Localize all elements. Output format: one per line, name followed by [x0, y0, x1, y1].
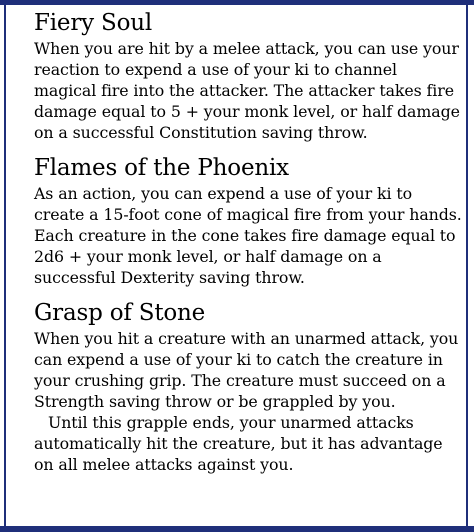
feature-grasp-of-stone — [34, 298, 464, 475]
bottom-border-bar — [0, 526, 474, 532]
feature-fiery-soul — [34, 8, 464, 143]
left-border-rule — [4, 5, 6, 526]
feature-list — [34, 8, 464, 475]
top-border-bar — [0, 0, 474, 5]
feature-description: When you are hit by a melee attack, you can use your reaction to expend a use of your ki to channel magical fire into the attacker. The attacker takes fire damage equal to 5 + your monk level, or half damage on a successful Constitution saving throw. — [34, 39, 460, 142]
feature-description-continued: Until this grapple ends, your unarmed attacks automatically hit the creature, but it has advantage on all melee attacks against you. — [34, 413, 443, 474]
feature-flames-of-the-phoenix — [34, 153, 464, 288]
right-border-rule — [466, 5, 468, 526]
feature-description: As an action, you can expend a use of your ki to create a 15-foot cone of magical fire from your hands. Each creature in the cone takes fire damage equal to 2d6 + your monk level, or half damage on a successful Dexterity saving throw. — [34, 184, 462, 287]
feature-description: When you hit a creature with an unarmed attack, you can expend a use of your ki to catch the creature in your crushing grip. The creature must succeed on a Strength saving throw or be grappled by you. — [34, 329, 459, 411]
feature-title: Grasp of Stone — [34, 300, 206, 326]
feature-title: Flames of the Phoenix — [34, 155, 289, 181]
feature-title: Fiery Soul — [34, 10, 152, 36]
